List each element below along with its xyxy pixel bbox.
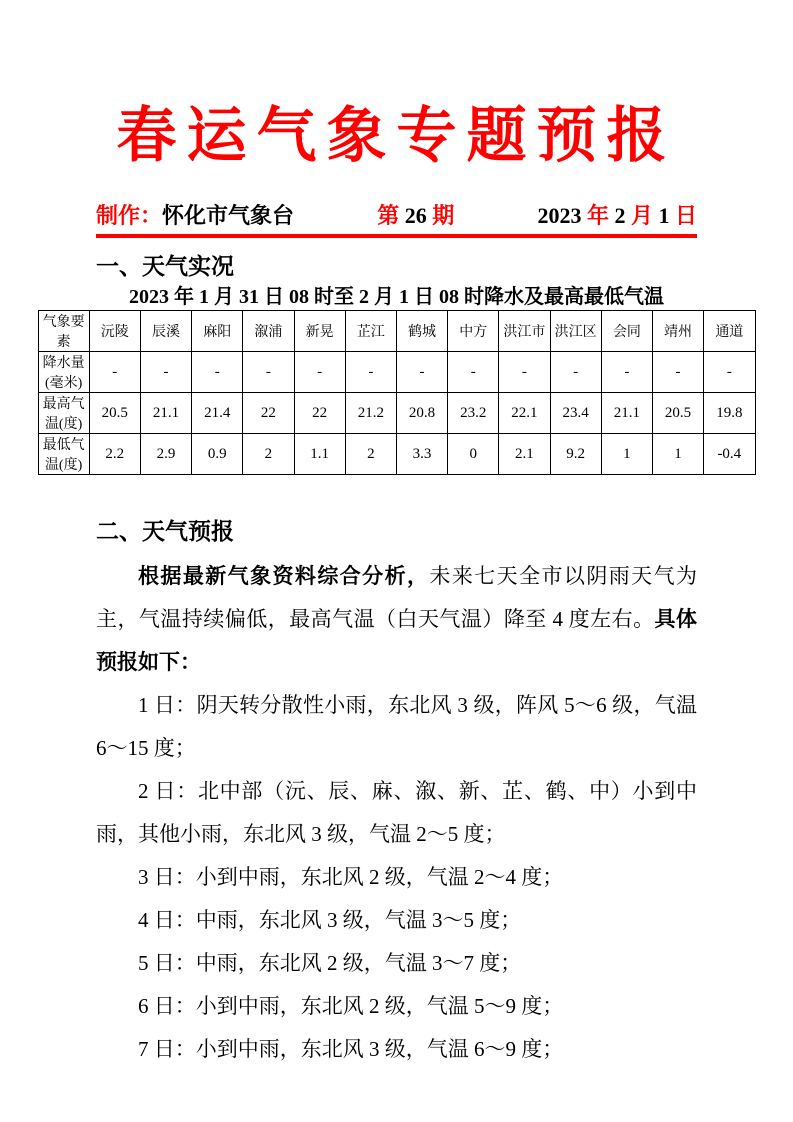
forecast-item: 1 日：阴天转分散性小雨，东北风 3 级，阵风 5～6 级，气温 6～15 度； [96, 693, 697, 760]
table-cell: 1.1 [294, 434, 345, 475]
table-header-cell: 中方 [448, 311, 499, 352]
table-cell: 21.4 [192, 393, 243, 434]
table-cell: - [140, 352, 191, 393]
forecast-intro-body: 未来七天全市以阴雨天气为主，气温持续偏低，最高气温（白天气温）降至 4 度左右。 [96, 564, 698, 631]
table-header-cell: 会同 [601, 311, 652, 352]
forecast-item: 6 日：小到中雨，东北风 2 级，气温 5～9 度； [138, 994, 564, 1018]
forecast-intro-lead: 根据最新气象资料综合分析， [138, 564, 430, 588]
table-cell: 21.2 [345, 393, 396, 434]
table-cell: 2 [345, 434, 396, 475]
producer [96, 202, 294, 230]
producer-label: 制作： [96, 203, 163, 228]
table-cell: 0.9 [192, 434, 243, 475]
content-area [96, 202, 697, 282]
forecast-intro-tail: 具体预报如下： [96, 607, 698, 674]
table-header-cell: 洪江区 [550, 311, 601, 352]
date-month: 2 [614, 203, 626, 228]
table-cell: - [601, 352, 652, 393]
table-cell: 23.2 [448, 393, 499, 434]
table-cell: 22 [294, 393, 345, 434]
table-header-cell: 麻阳 [192, 311, 243, 352]
table-header-cell: 辰溪 [140, 311, 191, 352]
date-day-unit: 日 [669, 203, 697, 228]
table-cell: 9.2 [550, 434, 601, 475]
issue-number [377, 202, 454, 230]
doc-title: 春运气象专题预报 [116, 103, 677, 169]
table-header-cell: 气象要素 [38, 311, 89, 352]
table-cell: 21.1 [601, 393, 652, 434]
date-day: 1 [658, 203, 670, 228]
table-header-cell: 洪江市 [499, 311, 550, 352]
weather-table [38, 310, 756, 475]
red-divider [96, 234, 697, 238]
issue-suffix: 期 [426, 203, 455, 228]
table-cell: 23.4 [550, 393, 601, 434]
section-heading-weather-forecast: 二、天气预报 [96, 519, 234, 544]
table-cell: 3.3 [396, 434, 447, 475]
forecast-intro [96, 555, 697, 684]
table-cell: -0.4 [704, 434, 755, 475]
table-row-label: 最高气温(度) [38, 393, 89, 434]
forecast-section [96, 517, 697, 1071]
forecast-item: 2 日：北中部（沅、辰、麻、溆、新、芷、鹤、中）小到中雨，其他小雨，东北风 3 级，气温 2～5 度； [96, 779, 697, 846]
table-cell: - [345, 352, 396, 393]
table-cell: - [243, 352, 294, 393]
date-year-unit: 年 [581, 203, 615, 228]
table-header-cell: 芷江 [345, 311, 396, 352]
table-row [38, 352, 755, 393]
section-heading-weather-actual: 一、天气实况 [96, 254, 234, 279]
table-cell: 2 [243, 434, 294, 475]
forecast-item: 4 日：中雨，东北风 3 级，气温 3～5 度； [138, 908, 522, 932]
table-cell: - [396, 352, 447, 393]
table-header-cell: 溆浦 [243, 311, 294, 352]
table-row [38, 393, 755, 434]
issue-value: 26 [404, 203, 427, 228]
table-cell: 1 [601, 434, 652, 475]
table-cell: 20.8 [396, 393, 447, 434]
table-header-cell: 新晃 [294, 311, 345, 352]
table-cell: - [499, 352, 550, 393]
table-cell: 22.1 [499, 393, 550, 434]
table-cell: 1 [652, 434, 703, 475]
forecast-item: 5 日：中雨，东北风 2 级，气温 3～7 度； [138, 951, 522, 975]
issue-date [537, 202, 697, 230]
issue-prefix: 第 [377, 203, 405, 228]
meta-row [96, 202, 697, 230]
table-cell: 20.5 [89, 393, 140, 434]
table-cell: 2.1 [499, 434, 550, 475]
table-cell: 2.9 [140, 434, 191, 475]
table-header-cell: 靖州 [652, 311, 703, 352]
table-row-label: 最低气温(度) [38, 434, 89, 475]
table-cell: 22 [243, 393, 294, 434]
weather-table-head [38, 311, 755, 352]
table-cell: 0 [448, 434, 499, 475]
table-header-cell: 沅陵 [89, 311, 140, 352]
forecast-item: 3 日：小到中雨，东北风 2 级，气温 2～4 度； [138, 865, 564, 889]
forecast-list [96, 684, 697, 1071]
table-cell: - [192, 352, 243, 393]
producer-name: 怀化市气象台 [162, 203, 295, 228]
date-month-unit: 月 [625, 203, 659, 228]
table-header-cell: 通道 [704, 311, 755, 352]
weather-table-body [38, 352, 755, 475]
table-cell: - [652, 352, 703, 393]
table-cell: - [448, 352, 499, 393]
date-year: 2023 [537, 203, 582, 228]
table-cell: 2.2 [89, 434, 140, 475]
table-header-row [38, 311, 755, 352]
table-cell: - [704, 352, 755, 393]
table-cell: - [550, 352, 601, 393]
table-row-label: 降水量(毫米) [38, 352, 89, 393]
forecast-item: 7 日：小到中雨，东北风 3 级，气温 6～9 度； [138, 1037, 564, 1061]
table-cell: 20.5 [652, 393, 703, 434]
table-cell: - [294, 352, 345, 393]
table-cell: 21.1 [140, 393, 191, 434]
table-cell: 19.8 [704, 393, 755, 434]
table-header-cell: 鹤城 [396, 311, 447, 352]
table-cell: - [89, 352, 140, 393]
weather-table-title: 2023 年 1 月 31 日 08 时至 2 月 1 日 08 时降水及最高最低气温 [129, 286, 664, 308]
table-row [38, 434, 755, 475]
